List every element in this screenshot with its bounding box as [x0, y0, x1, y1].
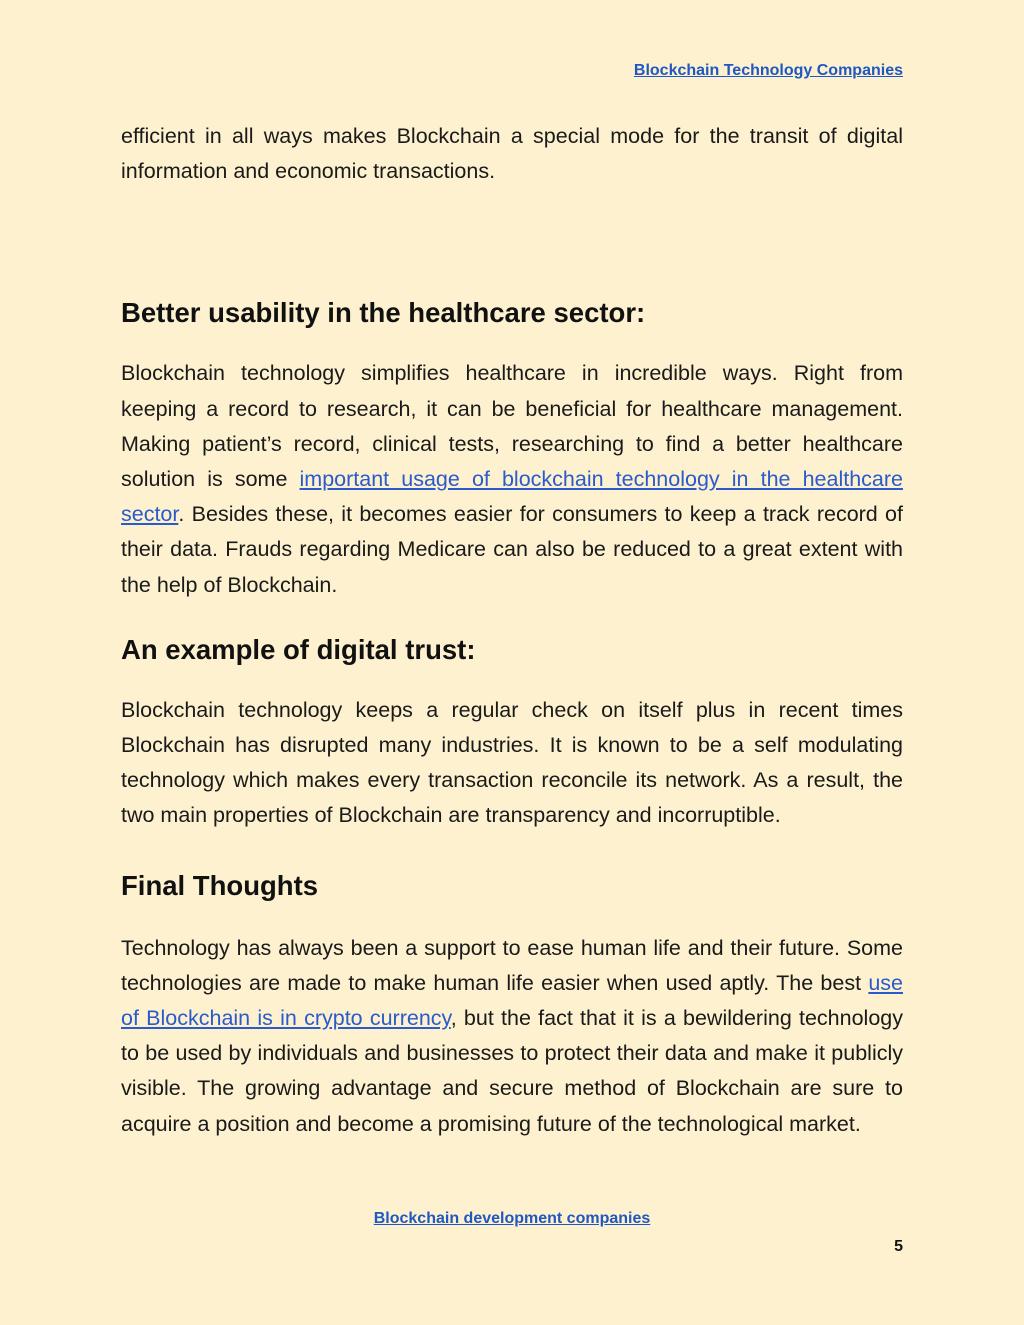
intro-paragraph: efficient in all ways makes Blockchain a special mode for the transit of digital information and economic transactions.	[121, 124, 903, 184]
healthcare-text-after: . Besides these, it becomes easier for consumers to keep a track record of their data. Frauds regarding Medicare can also be reduced to a great extent with the help of Blockchain.	[121, 502, 903, 597]
digital-trust-paragraph: Blockchain technology keeps a regular check on itself plus in recent times Blockchain has disrupted many industries. It is known to be a self modulating technology which makes every transaction reconcile its network. As a result, the two main properties of Blockchain are transparency and incorruptible.	[121, 697, 903, 828]
healthcare-heading: Better usability in the healthcare sector:	[121, 297, 646, 329]
footer	[0, 1210, 1024, 1228]
final-thoughts-paragraph	[121, 931, 903, 1142]
healthcare-text-before: Blockchain technology simplifies healthcare in incredible ways. Right from keeping a record to research, it can be beneficial for healthcare management. Making patient’s record, clinical tests, researching to find a better healthcare solution is some	[121, 361, 903, 492]
final-text-before: Technology has always been a support to ease human life and their future. Some technologies are made to make human life easier when used aptly. The best	[121, 935, 903, 995]
digital-trust-heading: An example of digital trust:	[121, 633, 476, 665]
healthcare-paragraph	[121, 356, 903, 602]
footer-link[interactable]: Blockchain development companies	[373, 1210, 651, 1227]
page-content	[121, 119, 903, 1142]
healthcare-usage-link[interactable]: important usage of blockchain technology in the healthcare sector	[121, 467, 903, 527]
final-thoughts-heading: Final Thoughts	[121, 869, 319, 901]
final-text-after: , but the fact that it is a bewildering technology to be used by individuals and businesses to protect their data and make it publicly visible. The growing advantage and secure method of Blockchain are sure to acquire a position and become a promising future of the technological market.	[121, 1006, 903, 1136]
page-number: 5	[894, 1238, 903, 1255]
crypto-currency-link[interactable]: use of Blockchain is in crypto currency	[121, 970, 903, 1031]
header-link[interactable]: Blockchain Technology Companies	[633, 62, 903, 79]
